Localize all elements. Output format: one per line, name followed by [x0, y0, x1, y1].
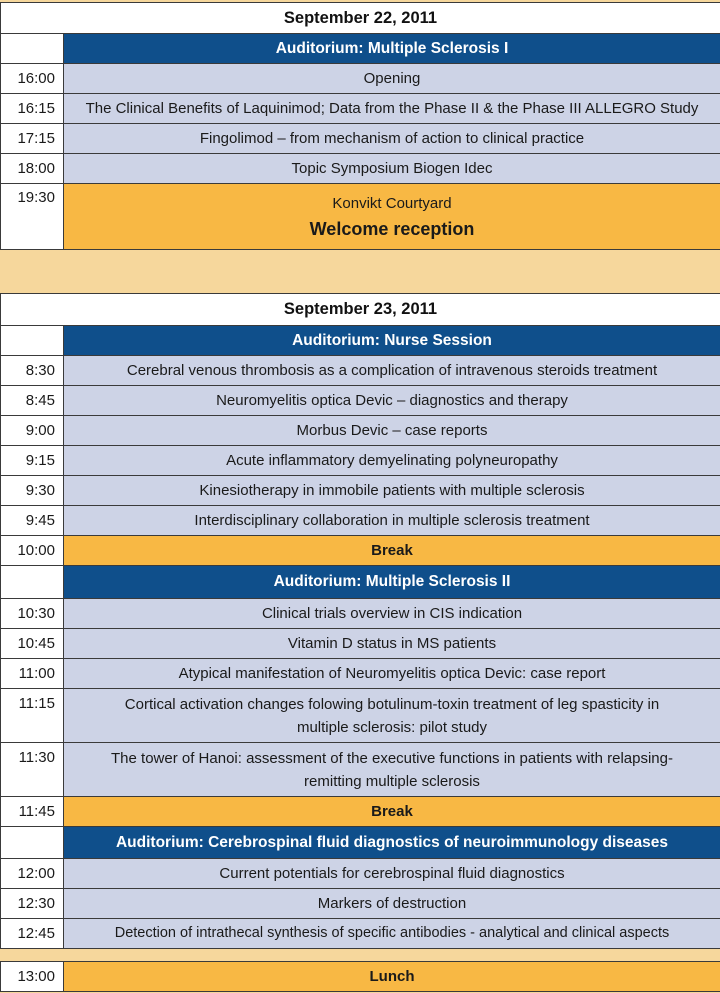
session-time: 11:00	[1, 659, 64, 689]
break-row	[1, 962, 720, 992]
break-row	[1, 797, 720, 827]
session-time: 17:15	[1, 124, 64, 154]
table-row	[1, 94, 720, 124]
table-row	[1, 599, 720, 629]
reception-title: Welcome reception	[309, 218, 475, 239]
auditorium-header: Auditorium: Multiple Sclerosis I	[64, 34, 720, 64]
session-time: 18:00	[1, 154, 64, 184]
session-time: 12:45	[1, 919, 64, 949]
session-title: Fingolimod – from mechanism of action to clinical practice	[64, 124, 720, 154]
session-title: Markers of destruction	[64, 889, 720, 919]
session-time: 19:30	[1, 184, 64, 250]
session-title: Current potentials for cerebrospinal fluid diagnostics	[64, 859, 720, 889]
table-row	[1, 859, 720, 889]
session-title: The tower of Hanoi: assessment of the executive functions in patients with relapsing-remitting multiple sclerosis	[64, 743, 720, 797]
session-title: Atypical manifestation of Neuromyelitis optica Devic: case report	[64, 659, 720, 689]
session-time: 11:30	[1, 743, 64, 797]
table-row	[1, 743, 720, 797]
session-time: 9:15	[1, 446, 64, 476]
table-row	[1, 659, 720, 689]
session-time: 12:00	[1, 859, 64, 889]
table-row	[1, 506, 720, 536]
session-title: Opening	[64, 64, 720, 94]
schedule-day2	[0, 293, 720, 949]
session-title: Detection of intrathecal synthesis of specific antibodies - analytical and clinical aspects	[64, 919, 720, 949]
day-date: September 23, 2011	[1, 294, 720, 326]
break-label: Break	[64, 797, 720, 827]
table-row	[1, 689, 720, 743]
auditorium-header: Auditorium: Nurse Session	[64, 326, 720, 356]
schedule-day1	[0, 2, 720, 250]
table-row	[1, 386, 720, 416]
session-time: 8:30	[1, 356, 64, 386]
break-label: Break	[64, 536, 720, 566]
session-title: The Clinical Benefits of Laquinimod; Data from the Phase II & the Phase III ALLEGRO Study	[64, 94, 720, 124]
table-row	[1, 889, 720, 919]
table-row	[1, 154, 720, 184]
session-time: 11:45	[1, 797, 64, 827]
reception-row	[1, 184, 720, 250]
session-time: 9:00	[1, 416, 64, 446]
session-title: Vitamin D status in MS patients	[64, 629, 720, 659]
reception-venue: Konvikt Courtyard	[332, 194, 452, 212]
lunch-label: Lunch	[64, 962, 720, 992]
session-title: Cerebral venous thrombosis as a complication of intravenous steroids treatment	[64, 356, 720, 386]
session-title: Acute inflammatory demyelinating polyneuropathy	[64, 446, 720, 476]
session-title: Kinesiotherapy in immobile patients with multiple sclerosis	[64, 476, 720, 506]
session-time: 10:30	[1, 599, 64, 629]
auditorium-header: Auditorium: Cerebrospinal fluid diagnostics of neuroimmunology diseases	[64, 827, 720, 859]
session-time: 8:45	[1, 386, 64, 416]
auditorium-header: Auditorium: Multiple Sclerosis II	[64, 566, 720, 599]
session-title: Topic Symposium Biogen Idec	[64, 154, 720, 184]
session-time: 13:00	[1, 962, 64, 992]
table-row	[1, 476, 720, 506]
session-time: 10:45	[1, 629, 64, 659]
day-date: September 22, 2011	[1, 3, 720, 34]
table-row	[1, 124, 720, 154]
session-title: Clinical trials overview in CIS indication	[64, 599, 720, 629]
session-time: 9:45	[1, 506, 64, 536]
session-time: 16:15	[1, 94, 64, 124]
table-row	[1, 919, 720, 949]
session-time: 16:00	[1, 64, 64, 94]
session-time: 11:15	[1, 689, 64, 743]
session-title: Morbus Devic – case reports	[64, 416, 720, 446]
session-time: 9:30	[1, 476, 64, 506]
table-row	[1, 416, 720, 446]
table-row	[1, 64, 720, 94]
session-title: Interdisciplinary collaboration in multiple sclerosis treatment	[64, 506, 720, 536]
break-row	[1, 536, 720, 566]
table-row	[1, 629, 720, 659]
session-title: Neuromyelitis optica Devic – diagnostics and therapy	[64, 386, 720, 416]
session-time: 10:00	[1, 536, 64, 566]
session-time: 12:30	[1, 889, 64, 919]
table-row	[1, 446, 720, 476]
lunch-table	[0, 961, 720, 992]
session-title: Cortical activation changes folowing botulinum-toxin treatment of leg spasticity in multiple sclerosis: pilot study	[64, 689, 720, 743]
table-row	[1, 356, 720, 386]
